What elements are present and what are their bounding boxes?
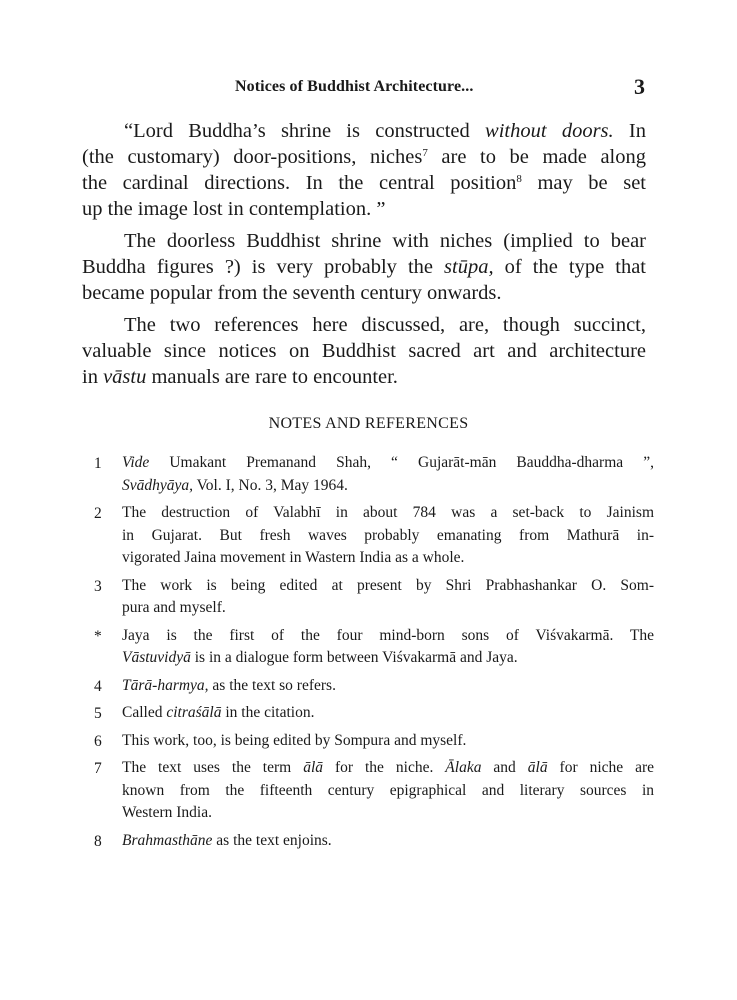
note-line: vigorated Jaina movement in Wastern India as a whole. xyxy=(122,549,465,566)
body-line: became popular from the seventh century onwards. xyxy=(82,282,502,304)
note-number: * xyxy=(94,627,102,645)
footnote-ref-8: 8 xyxy=(516,173,522,185)
note-line: Vide Umakant Premanand Shah, “ Gujarāt-mān Bauddha-dharma ”, xyxy=(122,454,654,471)
note-number: 7 xyxy=(94,760,102,777)
note-number: 6 xyxy=(94,732,102,750)
body-line: (the customary) door-positions, niches$^7$ are to be made along xyxy=(82,146,646,168)
note-number: 2 xyxy=(94,505,102,522)
note-line: Called citraśālā in the citation. xyxy=(122,704,315,721)
body-line: valuable since notices on Buddhist sacred art and architecture xyxy=(82,340,646,362)
body-line: “Lord Buddha’s shrine is constructed without doors. In xyxy=(124,120,647,142)
page-number: 3 xyxy=(634,74,645,99)
note-item xyxy=(94,625,654,670)
note-line: The work is being edited at present by Shri Prabhashankar O. Som- xyxy=(122,576,654,594)
paragraph-quote xyxy=(82,118,646,222)
note-line: known from the fifteenth century epigraphical and literary sources in xyxy=(122,781,654,799)
note-item xyxy=(94,757,654,825)
note-item xyxy=(94,730,654,753)
note-item xyxy=(94,702,654,725)
note-line: The destruction of Valabhī in about 784 was a set-back to Jainism xyxy=(122,504,654,521)
body-line: up the image lost in contemplation. ” xyxy=(82,198,386,220)
note-line: Western India. xyxy=(122,804,212,821)
notes-heading: NOTES AND REFERENCES xyxy=(268,415,469,432)
body-line: in vāstu manuals are rare to encounter. xyxy=(82,366,398,388)
note-item xyxy=(94,830,654,853)
note-line: Vāstuvidyā is in a dialogue form between Viśvakarmā and Jaya. xyxy=(122,649,518,666)
note-line: This work, too, is being edited by Sompura and myself. xyxy=(122,731,467,749)
body-text xyxy=(82,118,646,390)
note-number: 5 xyxy=(94,705,102,722)
note-item xyxy=(94,452,654,497)
paragraph-references xyxy=(82,312,646,390)
note-line: Jaya is the first of the four mind-born sons of Viśvakarmā. The xyxy=(122,626,654,644)
footnote-ref-7: 7 xyxy=(422,147,428,159)
note-line: in Gujarat. But fresh waves probably emanating from Mathurā in- xyxy=(122,526,654,544)
body-line: Buddha figures ?) is very probably the stūpa, of the type that xyxy=(82,256,646,278)
body-line: The two references here discussed, are, though succinct, xyxy=(124,314,646,336)
body-line: The doorless Buddhist shrine with niches (implied to bear xyxy=(124,230,646,252)
note-line: Brahmasthāne as the text enjoins. xyxy=(122,831,332,849)
note-number: 8 xyxy=(94,832,102,850)
note-line: pura and myself. xyxy=(122,599,226,616)
note-line: Svādhyāya, Vol. I, No. 3, May 1964. xyxy=(122,476,348,494)
note-line: Tārā-harmya, as the text so refers. xyxy=(122,676,336,694)
paragraph-doorless-shrine xyxy=(82,228,646,306)
note-number: 4 xyxy=(94,677,102,695)
note-item xyxy=(94,575,654,620)
notes-list xyxy=(94,452,654,857)
running-title: Notices of Buddhist Architecture... xyxy=(235,78,474,95)
note-item xyxy=(94,675,654,698)
note-number: 3 xyxy=(94,577,102,595)
body-line: the cardinal directions. In the central position$^8$ may be set xyxy=(82,172,646,194)
note-item xyxy=(94,502,654,570)
note-number: 1 xyxy=(94,455,102,472)
note-line: The text uses the term ālā for the niche. Ālaka and ālā for niche are xyxy=(122,759,655,776)
